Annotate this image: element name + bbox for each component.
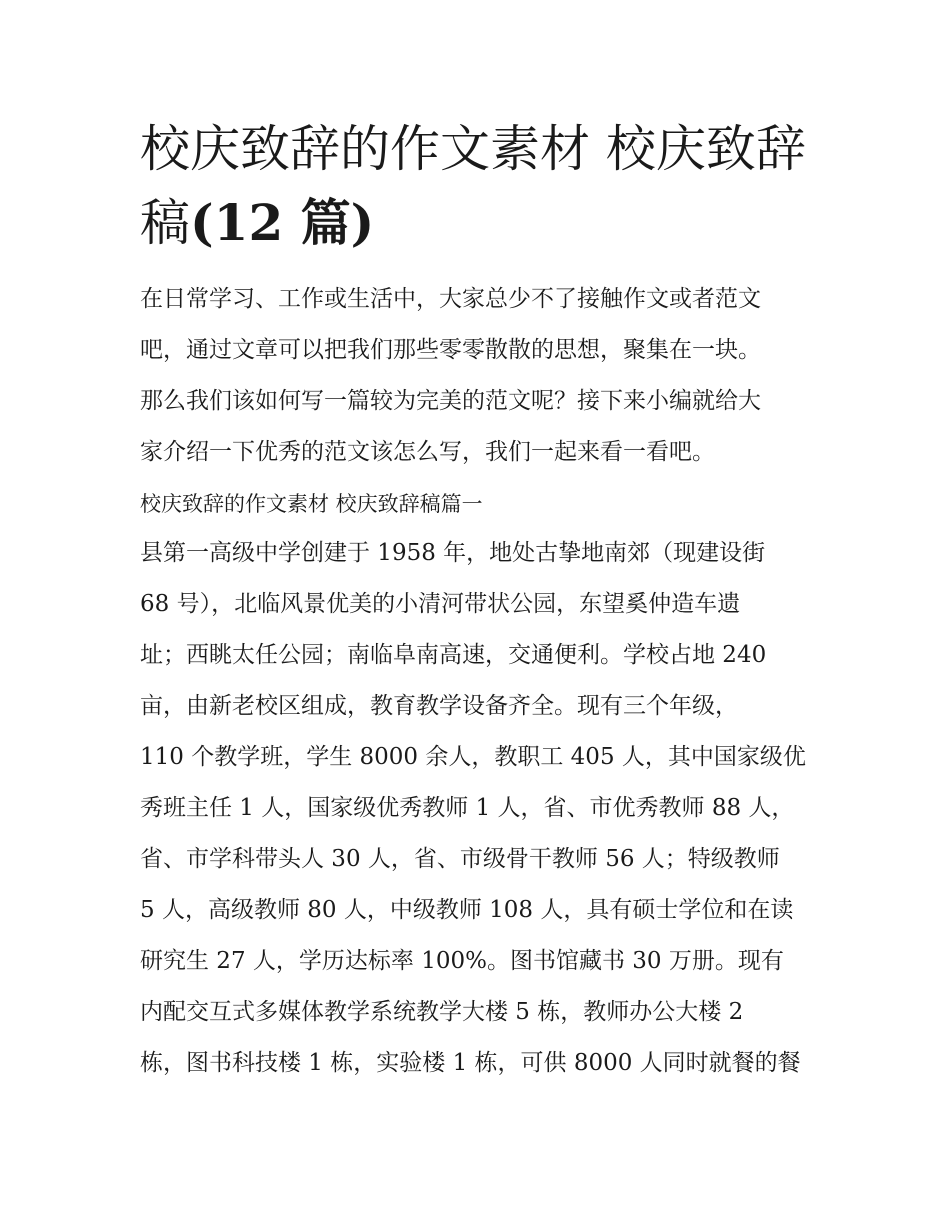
intro-line: 在日常学习、工作或生活中，大家总少不了接触作文或者范文 (140, 286, 761, 312)
article-line: 5 人，高级教师 80 人，中级教师 108 人，具有硕士学位和在读 (140, 897, 794, 923)
intro-line: 吧，通过文章可以把我们那些零零散散的思想，聚集在一块。 (140, 337, 761, 363)
intro-line: 那么我们该如何写一篇较为完美的范文呢？接下来小编就给大 (140, 388, 761, 414)
document-title (140, 112, 820, 260)
article-line: 亩，由新老校区组成，教育教学设备齐全。现有三个年级， (140, 693, 738, 719)
article-line: 研究生 27 人，学历达标率 100%。图书馆藏书 30 万册。现有 (140, 948, 784, 974)
article-line: 110 个教学班，学生 8000 余人，教职工 405 人，其中国家级优 (140, 744, 806, 770)
article-paragraph (140, 528, 820, 1089)
article-line: 秀班主任 1 人，国家级优秀教师 1 人，省、市优秀教师 88 人， (140, 795, 795, 821)
article-line: 省、市学科带头人 30 人，省、市级骨干教师 56 人；特级教师 (140, 846, 780, 872)
section-heading: 校庆致辞的作文素材 校庆致辞稿篇一 (140, 492, 483, 516)
intro-paragraph (140, 274, 820, 478)
title-line-2-count: (12 篇) (190, 193, 375, 252)
article-line: 68 号），北临风景优美的小清河带状公园，东望奚仲造车遗 (140, 591, 741, 617)
title-line-2 (140, 186, 820, 260)
article-line: 栋，图书科技楼 1 栋，实验楼 1 栋，可供 8000 人同时就餐的餐 (140, 1050, 801, 1076)
article-line: 县第一高级中学创建于 1958 年，地处古挚地南郊（现建设街 (140, 540, 766, 566)
title-line-1: 校庆致辞的作文素材 校庆致辞 (140, 120, 806, 178)
article-line: 址；西眺太任公园；南临阜南高速，交通便利。学校占地 240 (140, 642, 767, 668)
title-line-2-prefix: 稿 (140, 194, 190, 252)
article-line: 内配交互式多媒体教学系统教学大楼 5 栋，教师办公大楼 2 (140, 999, 744, 1025)
intro-line: 家介绍一下优秀的范文该怎么写，我们一起来看一看吧。 (140, 439, 715, 465)
